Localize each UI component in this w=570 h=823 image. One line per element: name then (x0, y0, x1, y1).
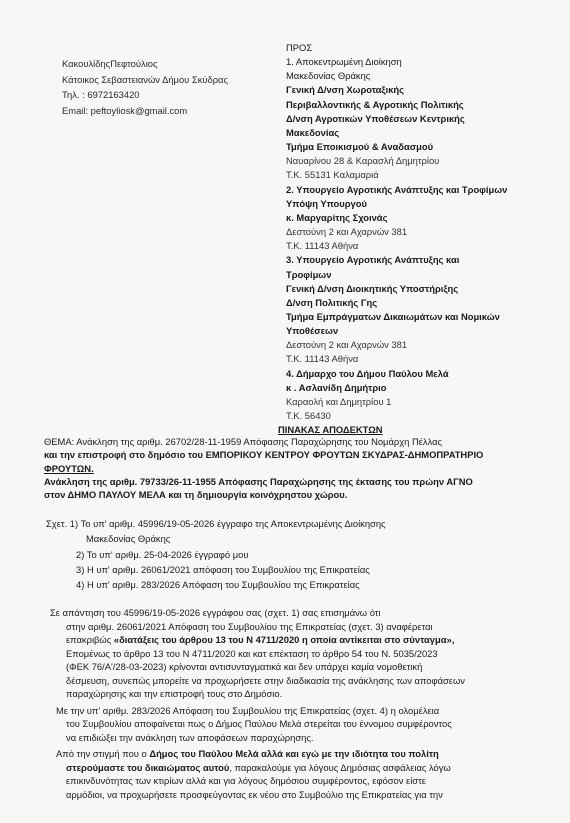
body-line: να επιδιώξει την ανάκληση των αποφάσεων παραχώρησης. (66, 731, 314, 743)
body-text: , παρακαλούμε για λόγους Δημόσιας ασφάλειας λόγω (229, 761, 451, 773)
recipient-line: Τμήμα Εποικισμού & Αναδασμού (286, 141, 434, 153)
body-quote: «διατάξεις του άρθρου 13 του Ν 4711/2020 η οποία αντίκειται στο σύνταγμα», (113, 634, 455, 645)
body-line: αρμόδιοι, να προχωρήσετε προσφεύγοντας εκ νέου στο Συμβούλιο της Επικρατείας για την (66, 788, 443, 800)
body-line: επικινδυνότητας των κτιρίων αλλά και για λόγους δημόσιου συμφέροντος, εφόσον είστε (66, 775, 426, 786)
body-emphasis: Δήμος του Παύλου Μελά αλλά και εγώ με την ιδιότητα του πολίτη (149, 748, 439, 759)
body-line: (ΦΕΚ 76/Α'/28-03-2023) κρίνονται αντισυνταγματικά και δεν υπάρχει καμία νομοθετική (66, 661, 423, 672)
recipient-line: Γενική Δ/νση Διοικητικής Υποστήριξης (286, 282, 459, 294)
recipient-line: Τμήμα Εμπράγματων Δικαιωμάτων και Νομικών (286, 310, 500, 322)
body-line: Σε απάντηση του 45996/19-05-2026 εγγράφου σας (σχετ. 1) σας επισημάνω ότι (50, 607, 381, 618)
recipient-line: 3. Υπουργείο Αγροτικής Ανάπτυξης και (286, 254, 460, 266)
recipients-heading: ΠΡΟΣ (286, 42, 313, 53)
body-line: στην αριθμ. 26061/2021 Απόφαση του Συμβουλίου της Επικρατείας (σχετ. 3) αναφέρεται (66, 620, 433, 632)
recipient-lines (286, 55, 548, 423)
recipient-line: Υπόψη Υπουργού (286, 197, 367, 209)
body-line: παραχώρησης και την επιστροφή τους στο Δημόσιο. (66, 688, 283, 699)
body-line (66, 633, 554, 647)
letter-body (46, 606, 554, 801)
subject-line: ΘΕΜΑ: Ανάκληση της αριθμ. 26702/28-11-1959 Απόφασης Παραχώρησης του Νομάρχη Πέλλας (44, 436, 443, 447)
reference-item: Μακεδονίας Θράκης (86, 533, 171, 545)
recipient-line: 1. Αποκεντρωμένη Διοίκηση (286, 56, 402, 68)
body-emphasis: στερούμαστε του δικαιώματος αυτού (66, 761, 230, 773)
recipient-line: Τ.Κ. 55131 Καλαμαριά (286, 169, 379, 181)
reference-item: Σχετ. 1) Το υπ' αριθμ. 45996/19-05-2026 έγγραφο της Αποκεντρωμένης Διοίκησης (46, 518, 386, 529)
recipient-line: Μακεδονίας (286, 126, 340, 138)
body-text: επακριβώς (66, 634, 114, 645)
recipient-line: κ . Ασλανίδη Δημήτριο (286, 381, 387, 393)
sender-phone: Τηλ. : 6972163420 (62, 89, 140, 101)
recipient-line: Περιβαλλοντικής & Αγροτικής Πολιτικής (286, 98, 464, 110)
recipient-line: 4. Δήμαρχο του Δήμου Παύλου Μελά (286, 367, 449, 379)
recipient-line: Τ.Κ. 11143 Αθήνα (286, 240, 359, 252)
recipient-line: Καραολή και Δημητρίου 1 (286, 395, 392, 407)
recipient-line: Μακεδονίας Θράκης (286, 70, 371, 82)
recipient-line: Δεστούνη 2 και Αχαρνών 381 (286, 339, 408, 351)
body-line: του Συμβουλίου αποφαίνεται πως ο Δήμος Παύλου Μελά στερείται του έννομου συμφέροντος (66, 718, 452, 729)
recipient-line: Δεστούνη 2 και Αχαρνών 381 (286, 226, 408, 238)
recipient-line: 2. Υπουργείο Αγροτικής Ανάπτυξης και Τροφίμων (286, 183, 508, 195)
subject-line: και την επιστροφή στο δημόσιο του ΕΜΠΟΡΙΚΟΥ ΚΕΝΤΡΟΥ ΦΡΟΥΤΩΝ ΣΚΥΔΡΑΣ-ΔΗΜΟΠΡΑΤΗΡΙΟ (44, 449, 484, 461)
recipients-table-label: ΠΙΝΑΚΑΣ ΑΠΟΔΕΚΤΩΝ (278, 424, 383, 436)
recipient-line: κ. Μαργαρίτης Σχοινάς (286, 211, 388, 223)
subject-line: ΦΡΟΥΤΩΝ. (44, 462, 94, 474)
recipient-line: Τ.Κ. 11143 Αθήνα (286, 353, 359, 365)
body-line: Επομένως το άρθρο 13 του Ν 4711/2020 και κατ επέκταση το άρθρο 54 του Ν. 5035/2023 (66, 647, 438, 659)
reference-item: 2) Το υπ' αριθμ. 25-04-2026 έγγραφό μου (76, 548, 249, 560)
body-line: δέσμευση, συνεπώς μπορείτε να προχωρήσετε στην διαδικασία της ανάκλησης των αποφάσεων (66, 674, 465, 686)
recipient-line: Δ/νση Πολιτικής Γης (286, 296, 378, 308)
subject-line: Ανάκληση της αριθμ. 79733/26-11-1955 Απόφασης Παραχώρησης της έκτασης του πρώην ΑΓΝΟ (44, 475, 473, 487)
recipient-line: Γενική Δ/νση Χωροταξικής (286, 84, 405, 96)
recipient-line: Τ.Κ. 56430 (286, 410, 331, 422)
body-line (66, 761, 554, 775)
body-line (56, 747, 554, 761)
subject-line: στον ΔΗΜΟ ΠΑΥΛΟΥ ΜΕΛΑ και τη δημιουργία κοινόχρηστου χώρου. (44, 489, 348, 501)
references-block (46, 516, 551, 592)
recipient-line: Δ/νση Αγροτικών Υποθέσεων Κεντρικής (286, 112, 465, 124)
body-text: Από την στιγμή που ο (56, 748, 150, 759)
recipient-line: Υποθέσεων (286, 325, 339, 337)
subject-block (44, 435, 549, 501)
recipient-line: Ναυαρίνου 28 & Καρασλή Δημητρίου (286, 155, 440, 167)
sender-block (62, 56, 228, 118)
sender-email: Email: peftoyliosk@gmail.com (62, 104, 188, 116)
sender-name: ΚακουλίδηςΠεφτούλιος (62, 58, 158, 69)
recipient-line: Τροφίμων (286, 268, 332, 280)
reference-item: 3) Η υπ' αριθμ. 26061/2021 απόφαση του Συμβουλίου της Επικρατείας (76, 563, 370, 575)
body-line: Με την υπ' αριθμ. 283/2026 Απόφαση του Συμβουλίου της Επικρατείας (σχετ. 4) η ολομέλεια (56, 704, 440, 716)
reference-item: 4) Η υπ' αριθμ. 283/2026 Απόφαση του Συμβουλίου της Επικρατείας (76, 579, 360, 591)
sender-address: Κάτοικος Σεβαστειανών Δήμου Σκύδρας (62, 73, 228, 85)
recipients-block (278, 41, 548, 437)
